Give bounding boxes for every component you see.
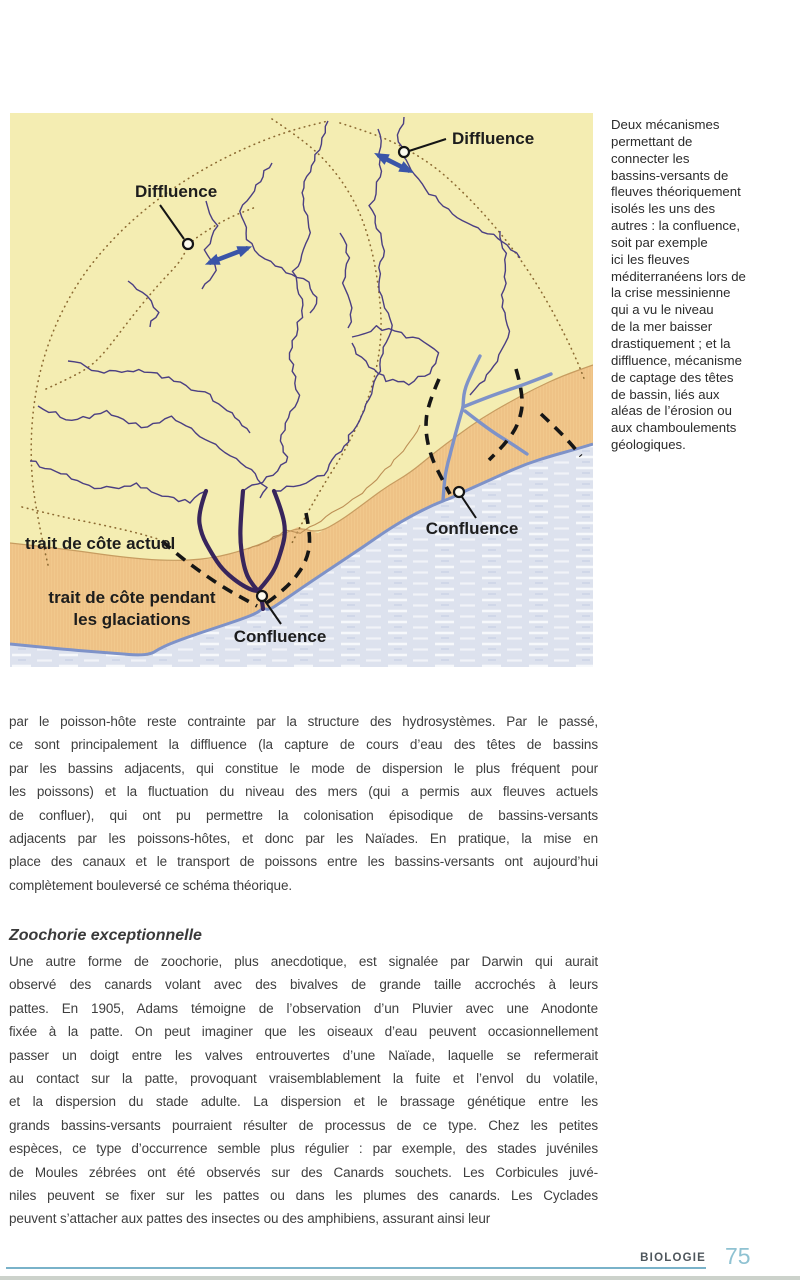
body-paragraph-1 — [9, 710, 598, 897]
text-line: fleuves théoriquement — [611, 184, 741, 200]
confluence-node-right — [454, 487, 464, 497]
basin-map — [10, 113, 593, 667]
text-line: drastiquement ; et la — [611, 335, 731, 351]
text-line: Une autre forme de zoochorie, plus anecdotique, est signalée par Darwin qui aurait — [9, 954, 598, 969]
text-line: passer un doigt entre les valves entrouvertes d’une Naïade, laquelle se refermerait — [9, 1047, 598, 1063]
diffluence-node-left — [183, 239, 193, 249]
text-line: la crise messinienne — [611, 285, 731, 301]
text-line: complètement bouleversé ce schéma théorique. — [9, 877, 293, 893]
text-line: autres : la confluence, — [611, 218, 741, 234]
confluence-right-label: Confluence — [425, 519, 519, 538]
text-line: au contact sur la patte, provoquant vraisemblablement la fuite et l’envol du volatile, — [9, 1071, 598, 1087]
text-line: de la mer baisser — [611, 319, 713, 335]
text-line: soit par exemple — [611, 234, 708, 250]
text-line: bassins-versants de — [611, 167, 729, 183]
text-line: de Moules zébrées ont été observés sur des Canards souchets. Les Corbicules juvé- — [9, 1164, 598, 1180]
text-line: de bassin, liés aux — [611, 386, 720, 402]
text-line: méditerranéens lors de — [611, 268, 746, 284]
text-line: pattes. En 1905, Adams témoigne de l’observation d’un Pluvier avec une Anodonte — [9, 1000, 598, 1016]
text-line: aux chamboulements — [611, 420, 737, 436]
text-line: observé des canards volant avec des bivalves de grande taille accrochés à leurs — [9, 977, 598, 993]
diffluence-node-right — [399, 147, 409, 157]
text-line: ce sont principalement la diffluence (la capture de cours d’eau des têtes de bassins — [9, 737, 598, 753]
coast-current-label: trait de côte actuel — [25, 534, 176, 553]
body-paragraph-2 — [9, 950, 598, 1231]
text-line: par le poisson-hôte reste contrainte par la structure des hydrosystèmes. Par le passé, — [9, 714, 598, 729]
confluence-bottom-label: Confluence — [233, 627, 327, 646]
text-line: diffluence, mécanisme — [611, 352, 742, 368]
text-line: adjacents par les poissons-hôtes, et donc par les Naïades. En pratique, la mise en — [9, 831, 598, 847]
text-line: niles peuvent se fixer sur les pattes ou dans les plumes des canards. Les Cyclades — [9, 1188, 598, 1204]
text-line: permettant de — [611, 133, 693, 149]
footer-rule — [6, 1267, 706, 1269]
text-line: isolés les uns des — [611, 201, 716, 217]
text-line: et la dispersion du stade adulte. La dispersion et le brassage génétique entre les — [9, 1094, 598, 1110]
text-line: de captage des têtes — [611, 369, 734, 385]
text-line: Deux mécanismes — [611, 117, 720, 132]
text-line: peuvent s’attacher aux pattes des insectes ou des amphibiens, assurant ainsi leur — [9, 1211, 491, 1227]
text-line: grands bassins-versants pourraient résulter de processus de ce type. Chez les petites — [9, 1117, 598, 1133]
coast-glacial-label-line2: les glaciations — [73, 610, 191, 629]
basin-map-figure — [10, 113, 593, 667]
diffluence-right-label: Diffluence — [452, 129, 535, 148]
text-line: aléas de l’érosion ou — [611, 403, 732, 419]
text-line: place des canaux et le transport de poissons entre les bassins-versants ont aujourd’hui — [9, 854, 598, 870]
text-line: les poissons) et la fluctuation du niveau des mers (qui a permis aux fleuves actuels — [9, 784, 598, 800]
text-line: connecter les — [611, 150, 690, 166]
text-line: qui a vu le niveau — [611, 302, 714, 318]
section-heading: Zoochorie exceptionnelle — [9, 927, 202, 944]
text-line: espèces, ce type d’occurrence semble plus régulier : par exemple, des stades juvéniles — [9, 1141, 598, 1157]
page-number: 75 — [725, 1243, 751, 1269]
page-bottom-edge — [0, 1276, 800, 1280]
confluence-node-bottom — [257, 591, 267, 601]
figure-caption — [611, 117, 763, 454]
text-line: ici les fleuves — [611, 251, 690, 267]
footer-section-label: BIOLOGIE — [640, 1252, 706, 1264]
diffluence-left-label: Diffluence — [135, 182, 218, 201]
coast-glacial-label-line1: trait de côte pendant — [48, 588, 216, 607]
text-line: géologiques. — [611, 437, 686, 453]
text-line: fixée à la patte. On peut imaginer que les oiseaux d’eau peuvent occasionnellement — [9, 1024, 598, 1040]
text-line: de confluer), qui ont pu permettre la colonisation épisodique de bassins-versants — [9, 807, 598, 823]
text-line: par les bassins adjacents, qui constitue le mode de dispersion le plus fréquent pour — [9, 760, 598, 776]
